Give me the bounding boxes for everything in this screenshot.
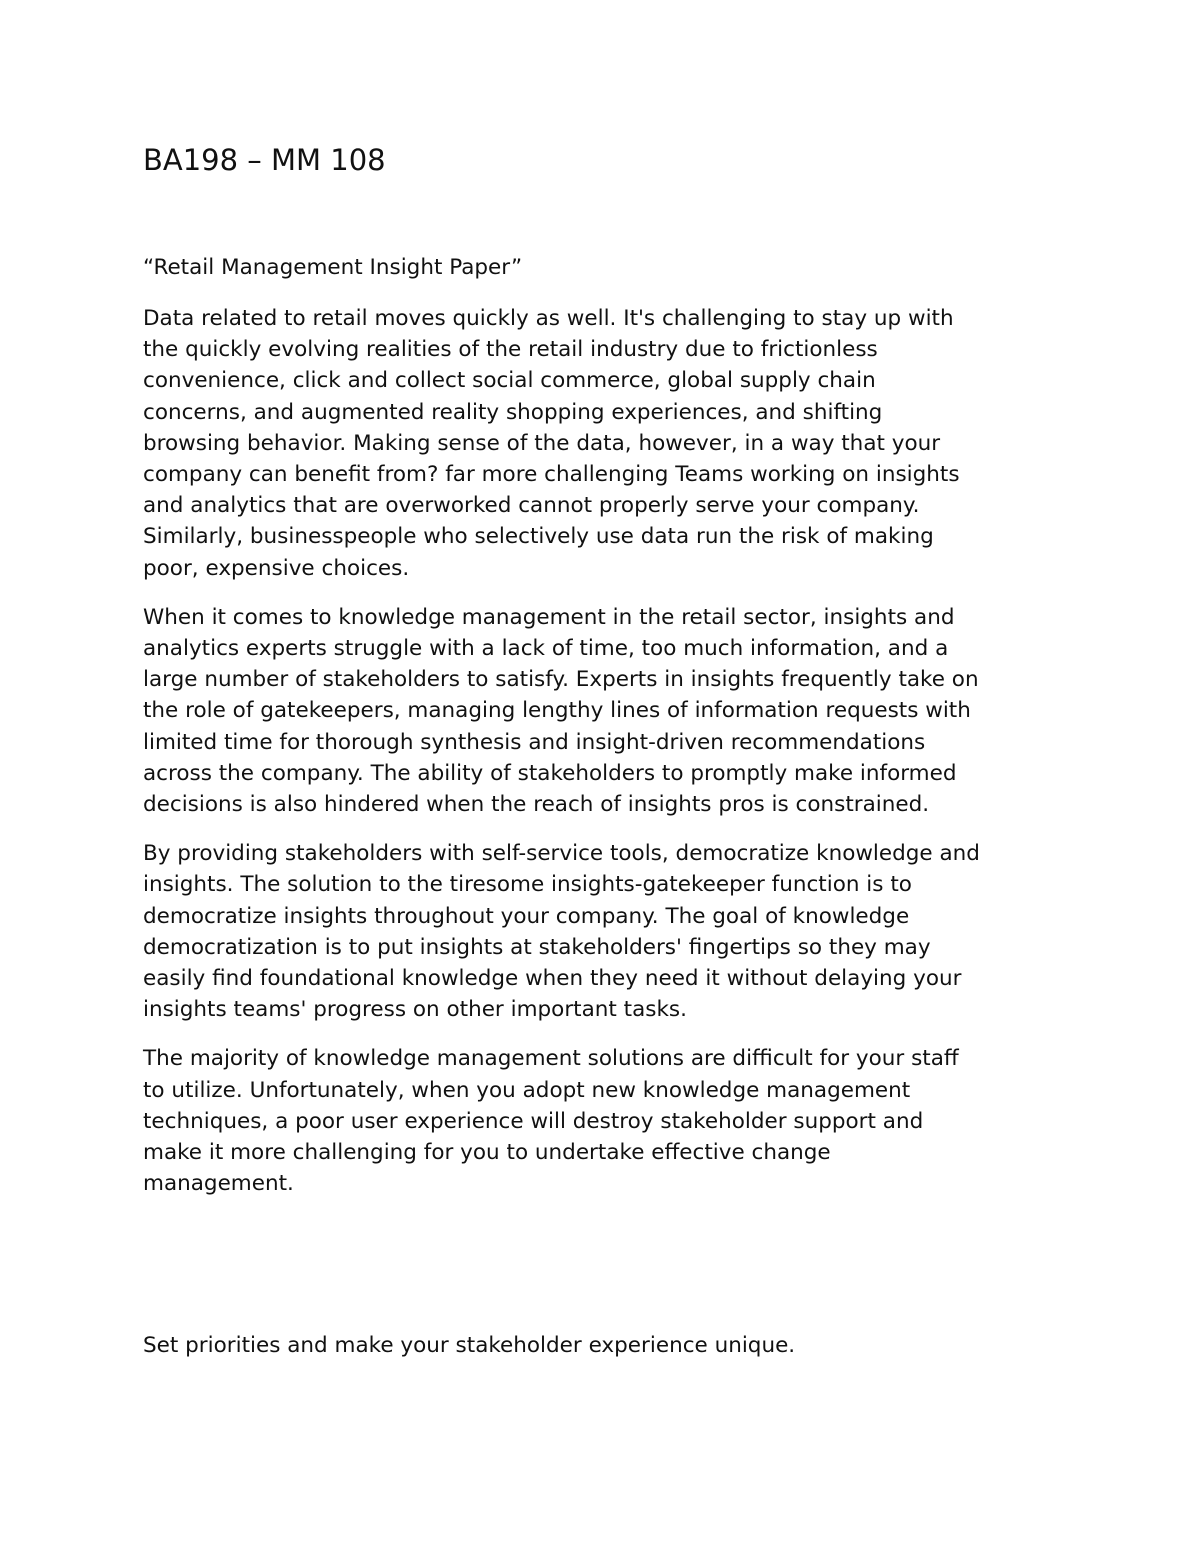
text-line: convenience, click and collect social commerce, global supply chain xyxy=(143,368,876,394)
text-line: browsing behavior. Making sense of the data, however, in a way that your xyxy=(143,430,941,456)
text-line: management. xyxy=(143,1171,294,1197)
text-line: concerns, and augmented reality shopping experiences, and shifting xyxy=(143,399,883,425)
text-line: poor, expensive choices. xyxy=(143,555,410,581)
text-line: insights teams' progress on other important tasks. xyxy=(143,997,687,1023)
document-subtitle: “Retail Management Insight Paper” xyxy=(143,255,523,280)
closing-sentence: Set priorities and make your stakeholder experience unique. xyxy=(143,1333,796,1358)
text-line: and analytics that are overworked cannot properly serve your company. xyxy=(143,493,920,519)
text-line: make it more challenging for you to undertake effective change xyxy=(143,1140,831,1166)
text-line: When it comes to knowledge management in the retail sector, insights and xyxy=(143,604,955,630)
text-line: company can benefit from? far more challenging Teams working on insights xyxy=(143,462,960,488)
text-line: By providing stakeholders with self-service tools, democratize knowledge and xyxy=(143,841,980,867)
paragraph-democratize xyxy=(143,838,1068,1025)
text-line: the role of gatekeepers, managing lengthy lines of information requests with xyxy=(143,698,971,724)
text-line: easily find foundational knowledge when they need it without delaying your xyxy=(143,966,962,992)
text-line: democratize insights throughout your company. The goal of knowledge xyxy=(143,903,910,929)
text-line: large number of stakeholders to satisfy. Experts in insights frequently take on xyxy=(143,667,979,693)
paragraph-retail-data xyxy=(143,303,1068,584)
text-line: decisions is also hindered when the reach of insights pros is constrained. xyxy=(143,792,930,818)
document-body xyxy=(143,303,1068,1217)
text-line: democratization is to put insights at stakeholders' fingertips so they may xyxy=(143,934,931,960)
paragraph-knowledge-management xyxy=(143,602,1068,820)
text-line: The majority of knowledge management solutions are difficult for your staff xyxy=(143,1046,959,1072)
text-line: analytics experts struggle with a lack of time, too much information, and a xyxy=(143,636,949,662)
text-line: to utilize. Unfortunately, when you adopt new knowledge management xyxy=(143,1077,911,1103)
text-line: Similarly, businesspeople who selectively use data run the risk of making xyxy=(143,524,934,550)
document-heading: BA198 – MM 108 xyxy=(143,143,386,177)
text-line: techniques, a poor user experience will destroy stakeholder support and xyxy=(143,1108,924,1134)
text-line: across the company. The ability of stakeholders to promptly make informed xyxy=(143,760,957,786)
text-line: Data related to retail moves quickly as well. It's challenging to stay up with xyxy=(143,306,954,331)
text-line: the quickly evolving realities of the retail industry due to frictionless xyxy=(143,337,878,363)
text-line: limited time for thorough synthesis and insight-driven recommendations xyxy=(143,729,926,755)
paragraph-solutions xyxy=(143,1043,1068,1199)
text-line: insights. The solution to the tiresome insights-gatekeeper function is to xyxy=(143,872,912,898)
